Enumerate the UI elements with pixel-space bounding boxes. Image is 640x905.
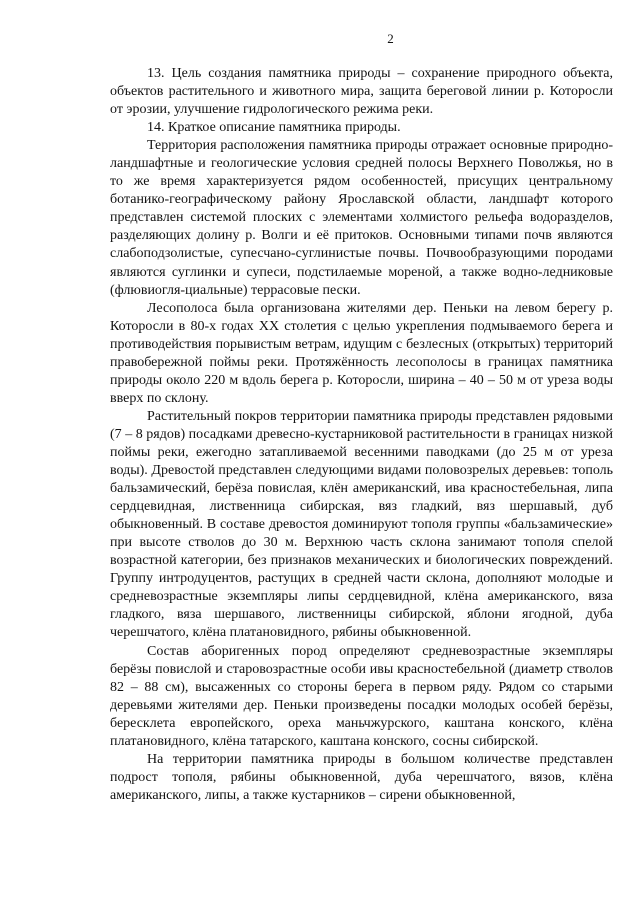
page-number: 2 xyxy=(387,31,394,46)
paragraph-territory: Территория расположения памятника природы отражает основные природно-ландшафтные и геологические условия средней полосы Верхнего Поволжья, но в то же время характеризуется рядом особенностей, присущих центральному ботанико-географическому району Ярославской области, ландшафт которого представлен системой плоских с элементами холмистого рельефа водоразделов, разделяющих долину р. Волги и её притоков. Основными типами почв являются слабоподзолистые, супесчано-суглинистые почвы. Почвообразующими породами являются суглинки и супеси, подстилаемые мореной, а также водно-ледниковые (флювиогля-циальные) террасовые пески. xyxy=(110,138,613,298)
paragraph-goal: 13. Цель создания памятника природы – сохранение природного объекта, объектов растительного и животного мира, защита береговой линии р. Которосли от эрозии, улучшение гидрологического режима реки. xyxy=(110,66,613,118)
paragraph-vegetation: Растительный покров территории памятника природы представлен рядовыми (7 – 8 рядов) посадками древесно-кустарниковой растительности в границах низкой поймы реки, ежегодно затапливаемой весенними паводками (до 25 м от уреза воды). Древостой представлен следующими видами половозрелых деревьев: тополь бальзамический, берёза повислая, клён американский, ива красностебельная, липа сердцевидная, лиственница сибирская, вяз гладкий, вяз шершавый, дуб обыкновенный. В составе древостоя доминируют тополя группы «бальзамические» при высоте стволов до 30 м. Верхнюю часть склона занимают тополя спелой возрастной категории, без признаков механических и биологических повреждений. Группу интродуцентов, растущих в средней части склона, дополняют молодые и средневозрастные экземпляры липы сердцевидной, клёна американского, вяза гладкого, вяза шершавого, лиственницы сибирской, яблони ягодной, дуба черешчатого, клёна платановидного, рябины обыкновенной. xyxy=(110,408,613,641)
paragraph-description-heading: 14. Краткое описание памятника природы. xyxy=(147,120,401,136)
paragraph-native-species: Состав аборигенных пород определяют средневозрастные экземпляры берёзы повислой и старовозрастные особи ивы красностебельной (диаметр стволов 82 – 88 см), высаженных со стороны берега в первом ряду. Рядом со старыми деревьями жителями дер. Пеньки произведены посадки молодых особей берёзы, бересклета европейского, ореха маньчжурского, каштана конского, клёна платановидного, клёна татарского, каштана конского, сосны сибирской. xyxy=(110,643,613,749)
paragraph-undergrowth: На территории памятника природы в большом количестве представлен подрост тополя, рябины обыкновенной, дуба черешчатого, вязов, клёна американского, липы, а также кустарников – сирени обыкновенной, xyxy=(110,751,613,803)
paragraph-forest-belt: Лесополоса была организована жителями дер. Пеньки на левом берегу р. Которосли в 80-х годах XX столетия с целью укрепления подмываемого берега и противодействия порывистым ветрам, идущим с безлесных (открытых) территорий правобережной поймы реки. Протяжённость лесополосы в границах памятника природы около 220 м вдоль берега р. Которосли, ширина – 40 – 50 м от уреза воды вверх по склону. xyxy=(110,300,613,406)
